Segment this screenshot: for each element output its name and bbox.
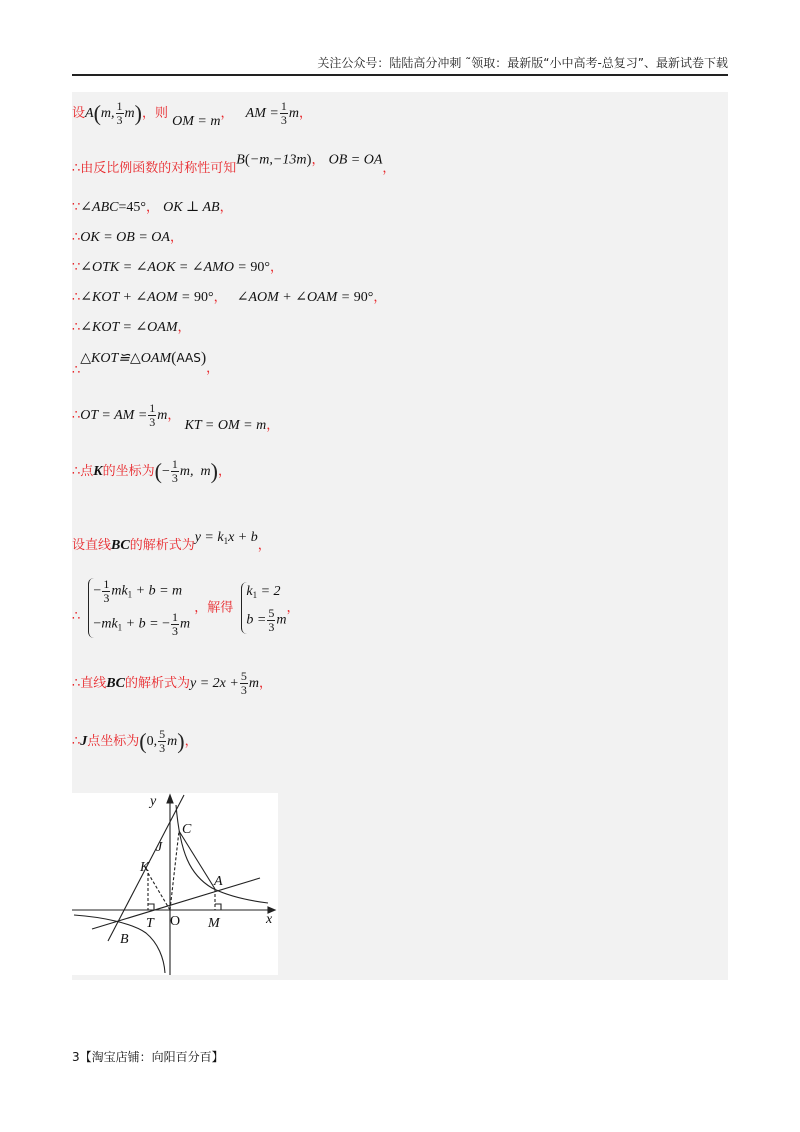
right-angle-t — [148, 904, 154, 910]
equation-system: − $\frac{1}{3}$ $mk_1 + b = m$ $-mk_1 + b$ = − $\frac{1}{3}$ m — [84, 578, 190, 638]
solution-line-13: ∴直线BC的解析式为y = 2x + $\frac{5}{3}$ m， — [72, 669, 272, 697]
label-o: O — [170, 914, 181, 929]
solution-line-4: ∴OK = OB = OA， — [72, 230, 183, 245]
dashed-oc — [170, 831, 179, 910]
label-k: K — [140, 860, 150, 875]
solution-line-9: ∴OT = AM = $\frac{1}{3}$ m， KT = OM = m， — [72, 401, 280, 433]
solution-line-2: ∴由反比例函数的对称性可知B(−m,−13m)， OB = OA， — [72, 152, 396, 176]
solution-line-12: ∴ − $\frac{1}{3}$ $mk_1 + b = m$ $-mk_1 + b$ = − $\frac{1}{3}$ m ，解得 $k_1 = 2$ b = $\frac{5}{3}$ m ， — [72, 577, 300, 638]
label-t: T — [146, 916, 154, 931]
right-angle-m — [215, 904, 221, 910]
solution-line-14: ∴J点坐标为(0, $\frac{5}{3}$ m)， — [72, 727, 198, 755]
label-b: B — [120, 932, 129, 947]
page-footer: 3【淘宝店铺：向阳百分百】 — [72, 1050, 224, 1064]
solution-line-6: ∴∠KOT + ∠AOM = 90°， ∠AOM + ∠OAM = 90°， — [72, 290, 387, 305]
geometry-figure — [72, 793, 278, 975]
solution-system: $k_1 = 2$ b = $\frac{5}{3}$ m — [237, 582, 286, 634]
solution-line-7: ∴∠KOT = ∠OAM， — [72, 320, 191, 335]
label-m: M — [208, 916, 220, 931]
solution-line-10: ∴点K的坐标为(− $\frac{1}{3}$ m, m)， — [72, 457, 231, 485]
figure-svg — [72, 793, 278, 975]
label-y: y — [150, 794, 157, 809]
solution-line-3: ∵∠ABC=45°， OK ⊥ AB， — [72, 200, 233, 215]
label-j: J — [156, 840, 163, 855]
label-c: C — [182, 822, 192, 837]
line-ac — [179, 831, 215, 889]
label-x: x — [266, 912, 273, 927]
solution-line-1: 设A(m, $\frac{1}{3}$ m)，则 OM = m， AM = $\frac{1}{3}$ m， — [72, 99, 312, 129]
solution-line-5: ∵∠OTK = ∠AOK = ∠AMO = 90°， — [72, 260, 283, 275]
solution-line-11: 设直线BC的解析式为$y = k_1x + b$， — [72, 530, 271, 553]
y-axis-arrow — [167, 795, 173, 803]
label-a: A — [214, 874, 223, 889]
solution-line-8: ∴△KOT≌△OAM(AAS)， — [72, 349, 220, 378]
page-header: 关注公众号：陆陆高分冲刺 ˜领取：最新版“小中高考-总复习”、最新试卷下载 — [72, 54, 728, 76]
